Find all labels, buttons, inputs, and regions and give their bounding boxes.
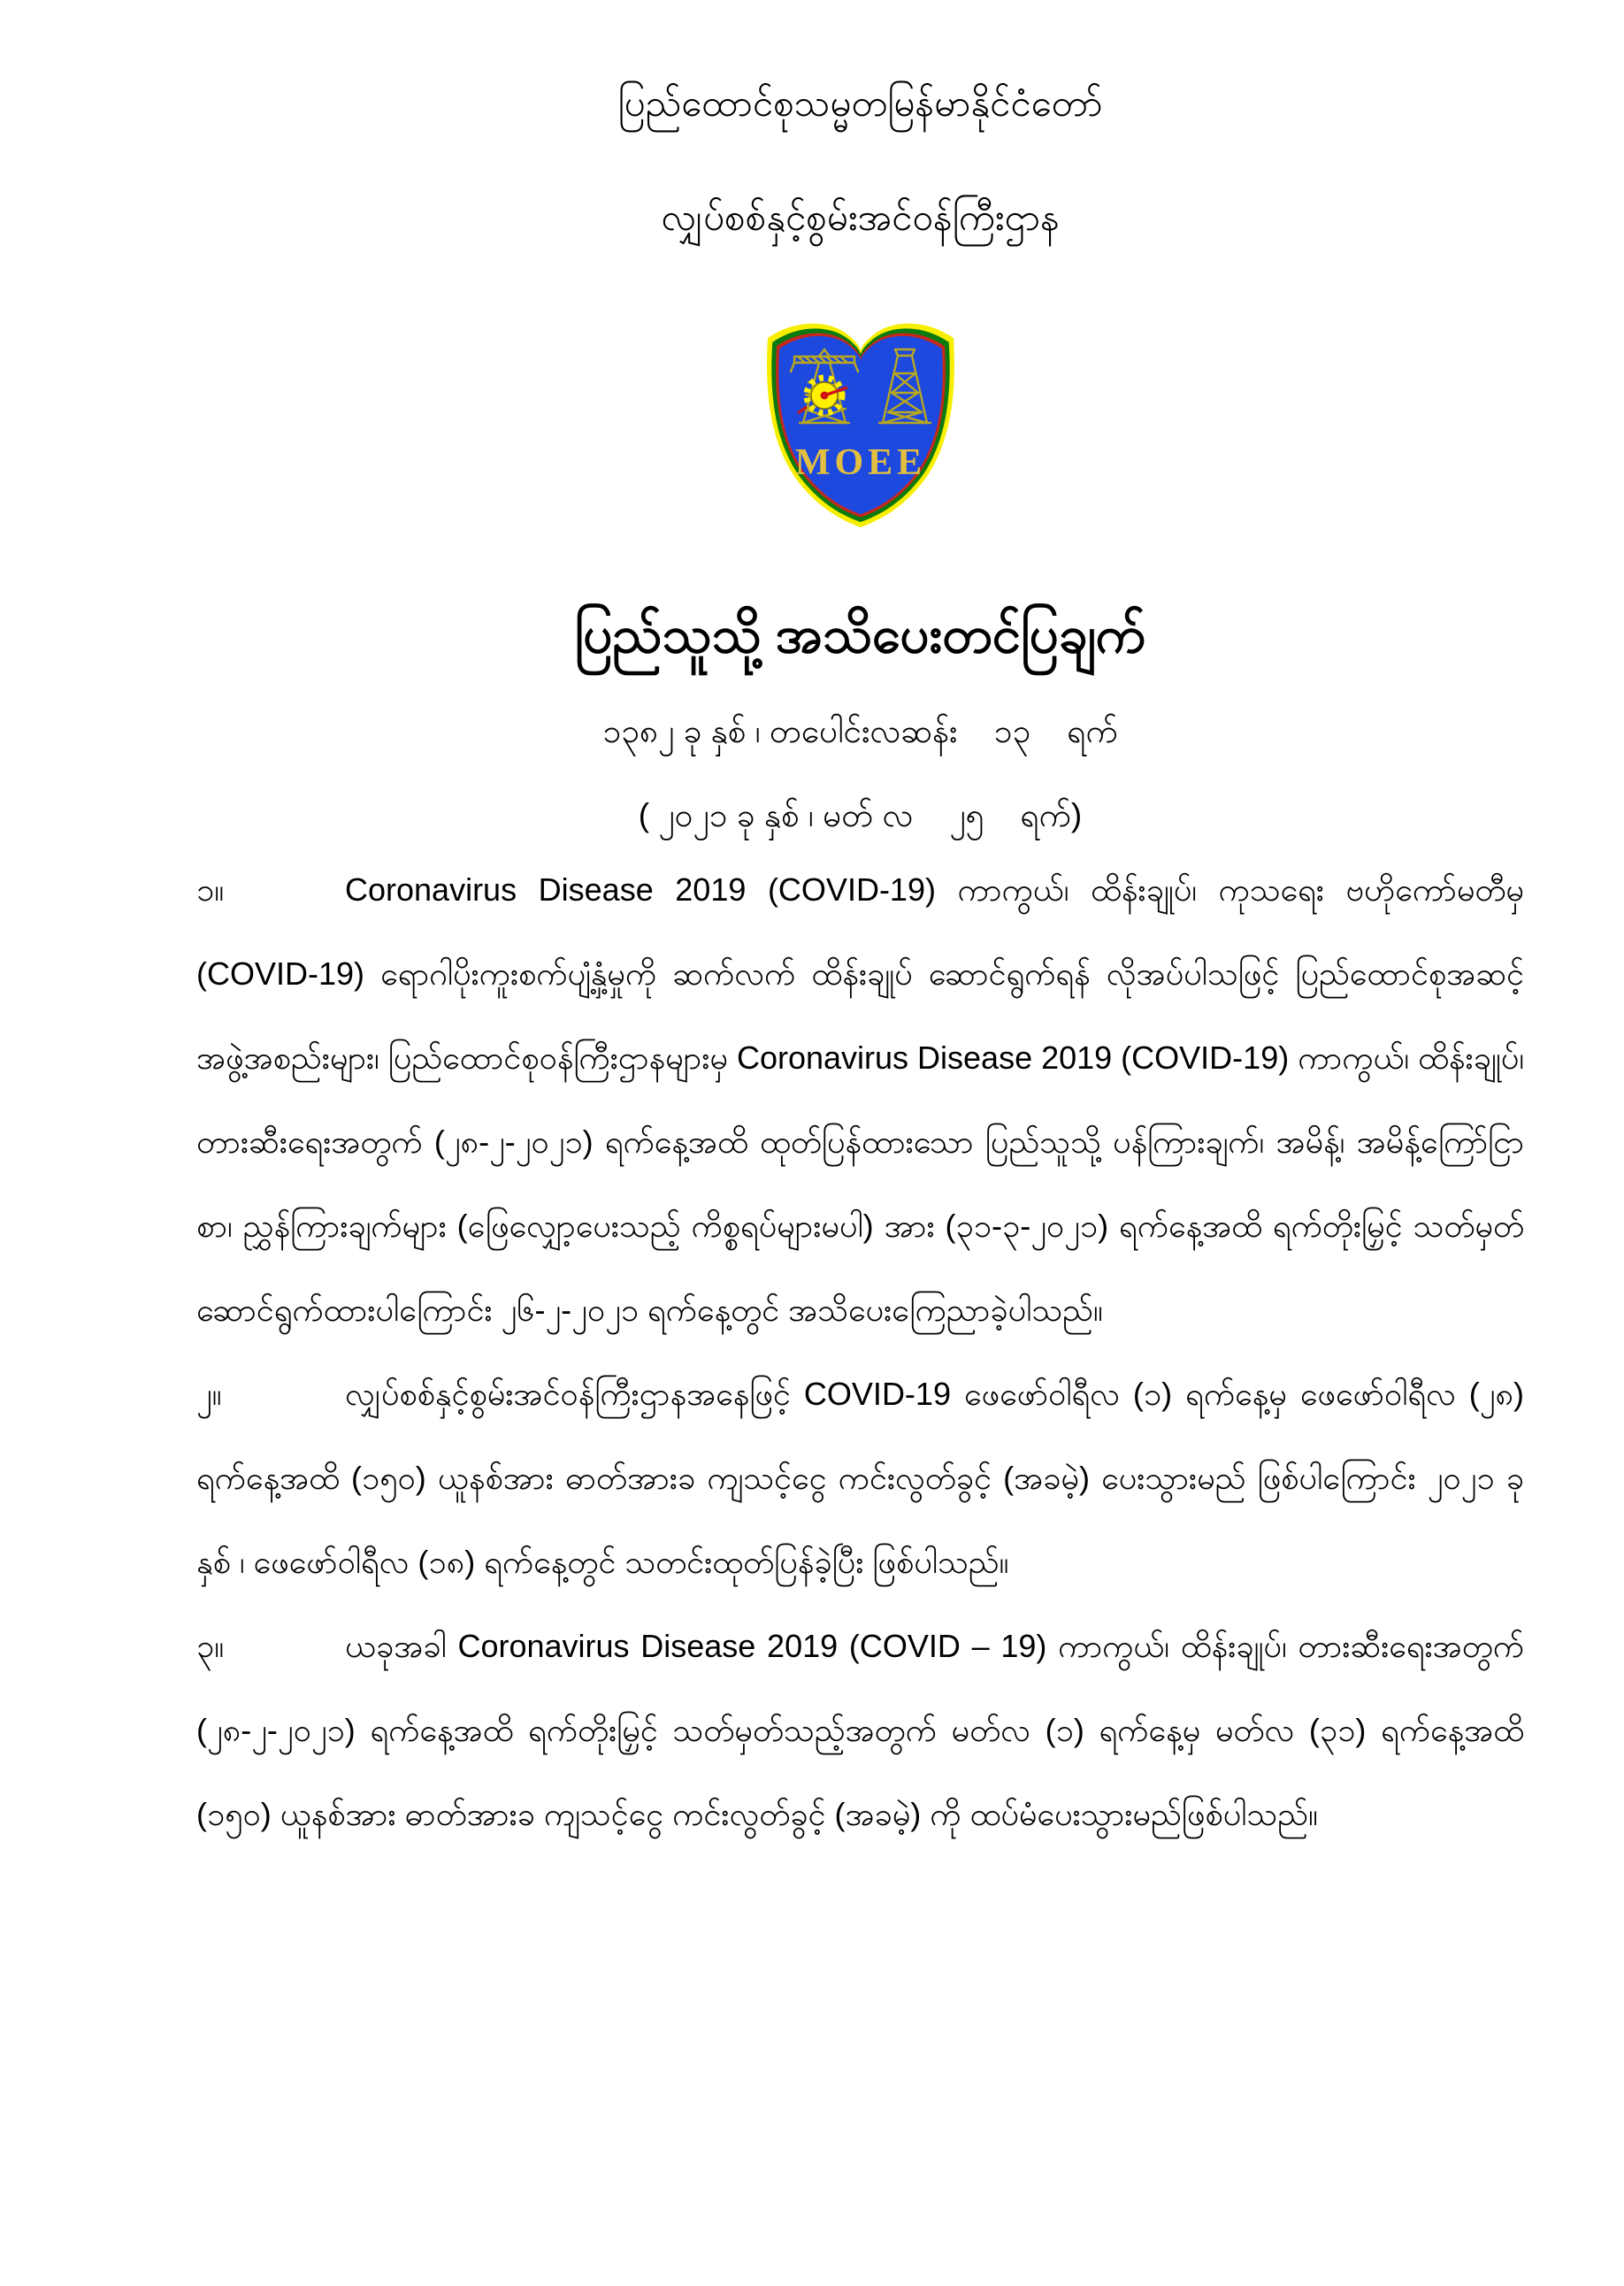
paragraph-1 bbox=[196, 848, 1524, 1352]
paragraph-1-number: ၁။ bbox=[196, 871, 225, 909]
shield-borders bbox=[767, 323, 954, 526]
paragraph-2-number: ၂။ bbox=[196, 1376, 222, 1413]
document-title: ပြည်သူသို့ အသိပေးတင်ပြချက် bbox=[574, 605, 1146, 664]
paragraph-2-text: လျှပ်စစ်နှင့်စွမ်းအင်ဝန်ကြီးဌာနအနေဖြင့် COVID-19 ဖေဖော်ဝါရီလ (၁) ရက်နေ့မှ ဖေဖော်ဝါရီလ (၂၈) ရက်နေ့အထိ (၁၅၀) ယူနစ်အား ဓာတ်အားခ ကျသင့်ငွေ ကင်းလွတ်ခွင့် (အခမဲ့) ပေးသွားမည် ဖြစ်ပါကြောင်း ၂၀၂၁ ခုနှစ် ၊ ဖေဖော်ဝါရီလ (၁၈) ရက်နေ့တွင် သတင်းထုတ်ပြန်ခဲ့ပြီး ဖြစ်ပါသည်။ bbox=[196, 1376, 1524, 1581]
date-gregorian-calendar: ( ၂၀၂၁ ခု နှစ် ၊ မတ် လ ၂၅ ရက်) bbox=[638, 797, 1083, 834]
moee-logo-text: MOEE bbox=[794, 441, 926, 483]
moee-shield-emblem bbox=[754, 310, 968, 529]
country-title: ပြည်ထောင်စုသမ္မတမြန်မာနိုင်ငံတော် bbox=[617, 82, 1103, 124]
paragraph-3-text: ယခုအခါ Coronavirus Disease 2019 (COVID – 19) ကာကွယ်၊ ထိန်းချုပ်၊ တားဆီးရေးအတွက် (၂၈-၂-၂၀၂၁) ရက်နေ့အထိ ရက်တိုးမြှင့် သတ်မှတ်သည့်အတွက် မတ်လ (၁) ရက်နေ့မှ မတ်လ (၃၁) ရက်နေ့အထိ (၁၅၀) ယူနစ်အား ဓာတ်အားခ ကျသင့်ငွေ ကင်းလွတ်ခွင့် (အခမဲ့) ကို ထပ်မံပေးသွားမည်ဖြစ်ပါသည်။ bbox=[196, 1628, 1524, 1833]
paragraph-3 bbox=[196, 1604, 1524, 1856]
paragraph-2 bbox=[196, 1352, 1524, 1604]
moee-logo bbox=[196, 310, 1524, 529]
ministry-title: လျှပ်စစ်နှင့်စွမ်းအင်ဝန်ကြီးဌာန bbox=[661, 196, 1060, 238]
paragraph-3-number: ၃။ bbox=[196, 1628, 225, 1665]
document-body bbox=[196, 848, 1524, 1856]
paragraph-1-text: Coronavirus Disease 2019 (COVID-19) ကာကွယ်၊ ထိန်းချုပ်၊ ကုသရေး ဗဟိုကော်မတီမှ (COVID-19) ရောဂါပိုးကူးစက်ပျံ့နှံ့မှုကို ဆက်လက် ထိန်းချုပ် ဆောင်ရွက်ရန် လိုအပ်ပါသဖြင့် ပြည်ထောင်စုအဆင့် အဖွဲ့အစည်းများ၊ ပြည်ထောင်စုဝန်ကြီးဌာနများမှ Coronavirus Disease 2019 (COVID-19) ကာကွယ်၊ ထိန်းချုပ်၊ တားဆီးရေးအတွက် (၂၈-၂-၂၀၂၁) ရက်နေ့အထိ ထုတ်ပြန်ထားသော ပြည်သူသို့ ပန်ကြားချက်၊ အမိန့်၊ အမိန့်ကြော်ငြာစာ၊ ညွှန်ကြားချက်များ (ဖြေလျှော့ပေးသည့် ကိစ္စရပ်များမပါ) အား (၃၁-၃-၂၀၂၁) ရက်နေ့အထိ ရက်တိုးမြှင့် သတ်မှတ် ဆောင်ရွက်ထားပါကြောင်း ၂၆-၂-၂၀၂၁ ရက်နေ့တွင် အသိပေးကြေညာခဲ့ပါသည်။ bbox=[196, 871, 1525, 1329]
date-myanmar-calendar: ၁၃၈၂ ခု နှစ် ၊ တပေါင်းလဆန်း ၁၃ ရက် bbox=[602, 712, 1118, 749]
